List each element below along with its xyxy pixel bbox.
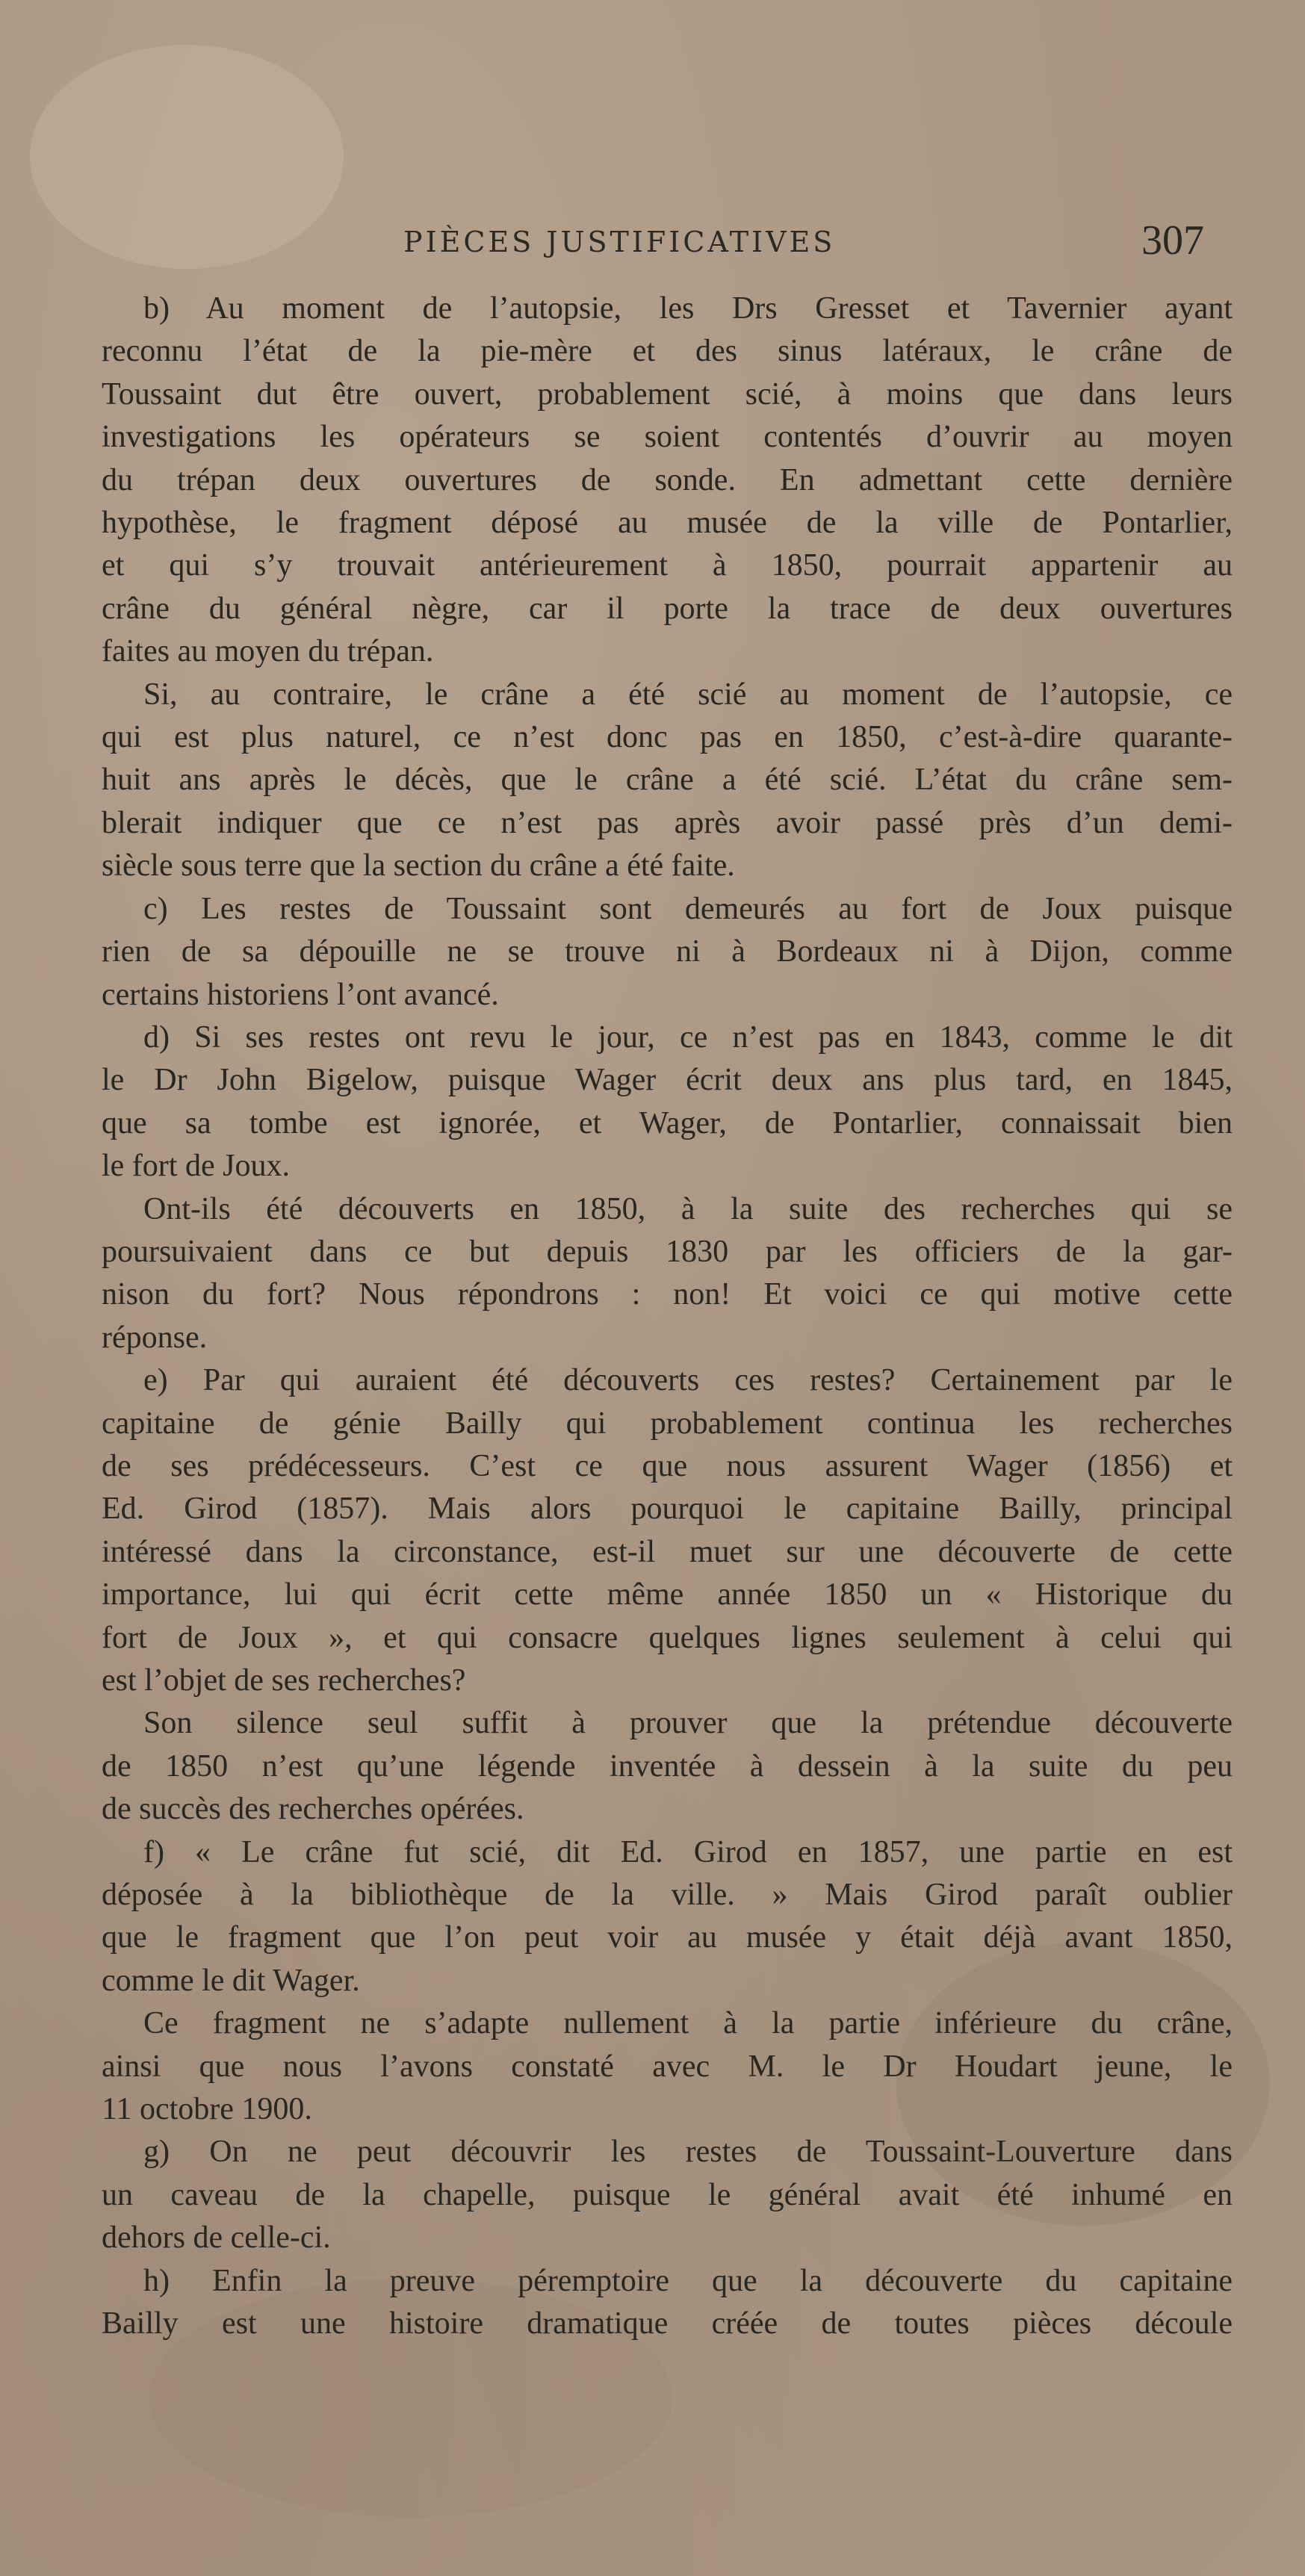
paragraph-b bbox=[60, 288, 1233, 674]
text-line: certains historiens l’ont avancé. bbox=[102, 977, 499, 1012]
paragraph-f bbox=[60, 1831, 1233, 2003]
text-line: intéressé dans la circonstance, est-il muet sur une découverte de cette bbox=[102, 1534, 1233, 1569]
paragraph-d-continued bbox=[60, 1188, 1233, 1360]
text-line: poursuivaient dans ce but depuis 1830 par les officiers de la gar- bbox=[102, 1234, 1233, 1269]
text-line: le Dr John Bigelow, puisque Wager écrit deux ans plus tard, en 1845, bbox=[102, 1063, 1233, 1098]
text-line: c) Les restes de Toussaint sont demeurés au fort de Joux puisque bbox=[143, 891, 1233, 926]
text-line: e) Par qui auraient été découverts ces restes? Certainement par le bbox=[143, 1363, 1233, 1398]
text-line: faites au moyen du trépan. bbox=[102, 634, 434, 669]
text-line: b) Au moment de l’autopsie, les Drs Gresset et Tavernier ayant bbox=[143, 291, 1233, 326]
text-line: que le fragment que l’on peut voir au musée y était déjà avant 1850, bbox=[102, 1920, 1233, 1955]
page-header bbox=[0, 217, 1305, 269]
text-line: et qui s’y trouvait antérieurement à 1850, pourrait appartenir au bbox=[102, 548, 1233, 583]
text-line: un caveau de la chapelle, puisque le général avait été inhumé en bbox=[102, 2177, 1233, 2212]
text-line: Si, au contraire, le crâne a été scié au moment de l’autopsie, ce bbox=[143, 677, 1233, 712]
text-line: blerait indiquer que ce n’est pas après avoir passé près d’un demi- bbox=[102, 805, 1233, 840]
text-line: est l’objet de ses recherches? bbox=[102, 1663, 466, 1698]
paragraph-e bbox=[60, 1359, 1233, 1702]
paragraph-d bbox=[60, 1017, 1233, 1188]
text-line: investigations les opérateurs se soient contentés d’ouvrir au moyen bbox=[102, 420, 1233, 455]
text-line: ainsi que nous l’avons constaté avec M. le Dr Houdart jeune, le bbox=[102, 2049, 1233, 2084]
text-line: g) On ne peut découvrir les restes de Toussaint-Louverture dans bbox=[143, 2135, 1233, 2170]
text-line: réponse. bbox=[102, 1320, 208, 1355]
text-line: huit ans après le décès, que le crâne a été scié. L’état du crâne sem- bbox=[102, 763, 1233, 798]
paragraph-b-continued bbox=[60, 674, 1233, 888]
text-line: dehors de celle-ci. bbox=[102, 2220, 331, 2256]
text-line: fort de Joux », et qui consacre quelques lignes seulement à celui qui bbox=[102, 1620, 1233, 1655]
body-text bbox=[60, 288, 1233, 2346]
text-line: Ce fragment ne s’adapte nullement à la partie inférieure du crâne, bbox=[143, 2006, 1233, 2041]
text-line: déposée à la bibliothèque de la ville. » Mais Girod paraît oublier bbox=[102, 1878, 1233, 1913]
text-line: hypothèse, le fragment déposé au musée de la ville de Pontarlier, bbox=[102, 506, 1233, 541]
paragraph-e-continued bbox=[60, 1702, 1233, 1831]
running-title: PIÈCES JUSTIFICATIVES bbox=[403, 226, 836, 258]
text-line: crâne du général nègre, car il porte la trace de deux ouvertures bbox=[102, 591, 1233, 626]
paragraph-h bbox=[60, 2260, 1233, 2346]
text-line: de succès des recherches opérées. bbox=[102, 1792, 524, 1827]
text-line: de ses prédécesseurs. C’est ce que nous assurent Wager (1856) et bbox=[102, 1448, 1233, 1483]
text-line: de 1850 n’est qu’une légende inventée à dessein à la suite du peu bbox=[102, 1748, 1233, 1784]
text-line: h) Enfin la preuve péremptoire que la découverte du capitaine bbox=[143, 2263, 1233, 2298]
text-line: 11 octobre 1900. bbox=[102, 2092, 312, 2127]
text-line: Ed. Girod (1857). Mais alors pourquoi le capitaine Bailly, principal bbox=[102, 1492, 1233, 1527]
text-line: comme le dit Wager. bbox=[102, 1963, 360, 1998]
text-line: Bailly est une histoire dramatique créée de toutes pièces découle bbox=[102, 2306, 1233, 2341]
paragraph-c bbox=[60, 888, 1233, 1017]
text-line: que sa tombe est ignorée, et Wager, de Pontarlier, connaissait bien bbox=[102, 1105, 1233, 1140]
paragraph-f-continued bbox=[60, 2002, 1233, 2131]
text-line: reconnu l’état de la pie-mère et des sinus latéraux, le crâne de bbox=[102, 334, 1233, 369]
paragraph-g bbox=[60, 2131, 1233, 2259]
text-line: le fort de Joux. bbox=[102, 1149, 290, 1184]
text-line: siècle sous terre que la section du crâne a été faite. bbox=[102, 848, 735, 884]
text-line: rien de sa dépouille ne se trouve ni à Bordeaux ni à Dijon, comme bbox=[102, 934, 1233, 969]
page-number: 307 bbox=[1141, 217, 1204, 264]
text-line: capitaine de génie Bailly qui probablement continua les recherches bbox=[102, 1406, 1233, 1441]
text-line: d) Si ses restes ont revu le jour, ce n’est pas en 1843, comme le dit bbox=[143, 1019, 1233, 1055]
text-line: du trépan deux ouvertures de sonde. En admettant cette dernière bbox=[102, 462, 1233, 497]
text-line: f) « Le crâne fut scié, dit Ed. Girod en 1857, une partie en est bbox=[143, 1834, 1233, 1869]
text-line: importance, lui qui écrit cette même année 1850 un « Historique du bbox=[102, 1577, 1233, 1613]
text-line: Toussaint dut être ouvert, probablement scié, à moins que dans leurs bbox=[102, 376, 1233, 412]
text-line: Son silence seul suffit à prouver que la prétendue découverte bbox=[143, 1706, 1233, 1741]
text-line: nison du fort? Nous répondrons : non! Et voici ce qui motive cette bbox=[102, 1277, 1233, 1312]
text-line: Ont-ils été découverts en 1850, à la suite des recherches qui se bbox=[143, 1191, 1233, 1226]
text-line: qui est plus naturel, ce n’est donc pas en 1850, c’est-à-dire quarante- bbox=[102, 720, 1233, 755]
